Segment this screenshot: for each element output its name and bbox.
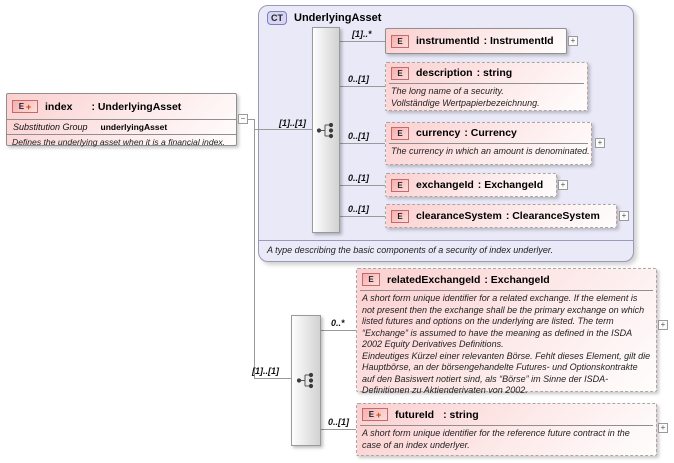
element-box-clearancesystem[interactable]: [385, 204, 617, 228]
substitution-group-row: [7, 120, 236, 134]
element-title-row: [386, 205, 616, 227]
element-annotation: [386, 84, 587, 112]
expand-button[interactable]: +: [658, 320, 668, 330]
element-type: : ExchangeId: [484, 273, 550, 286]
substitution-group-label: Substitution Group: [13, 122, 88, 132]
complex-type-annotation: A type describing the basic components of a security of index underlyer.: [259, 240, 633, 261]
element-title-row: [386, 123, 591, 143]
connector-line: [340, 216, 385, 217]
element-type: : InstrumentId: [483, 35, 554, 47]
element-icon: E: [391, 67, 409, 80]
element-annotation: [357, 291, 656, 400]
element-box-index[interactable]: [6, 93, 237, 146]
element-box-futureid[interactable]: [356, 403, 657, 456]
element-type: : ExchangeId: [477, 179, 544, 191]
element-icon: E: [391, 179, 409, 192]
element-name: instrumentId: [416, 35, 480, 47]
expand-button[interactable]: +: [658, 423, 668, 433]
element-title-row: [386, 63, 587, 83]
plus-glyph: +: [376, 409, 382, 420]
element-title-row: [7, 94, 236, 119]
cardinality-label: 0..[1]: [348, 204, 370, 214]
element-box-currency[interactable]: [385, 122, 592, 165]
connector-line: [340, 41, 385, 42]
element-icon: E +: [362, 408, 388, 421]
cardinality-label: [1]..[1]: [252, 366, 279, 376]
element-icon: E: [391, 127, 409, 140]
connector-line: [321, 429, 356, 430]
connector-line: [254, 378, 291, 379]
cardinality-label: 0..*: [331, 318, 345, 328]
cardinality-label: 0..[1]: [348, 131, 370, 141]
element-icon: E: [391, 35, 409, 48]
annotation-line: Vollständige Wertpapierbezeichnung.: [391, 97, 540, 108]
element-title-row: [386, 174, 556, 196]
complex-type-icon: CT: [267, 11, 287, 25]
connector-line: [340, 185, 385, 186]
element-name: description: [416, 67, 473, 79]
annotation-de: Eindeutiges Kürzel einer relevanten Börse. Fehlt dieses Element, gilt die Hauptbörse, an der börsengehandelte Futures- und Optionskontrakte auf den Basiswert notiert sind, als “Börse” im Sinne der ISDA-Definitionen zu Aktienderivaten von 2002.: [362, 350, 651, 395]
element-icon: E: [391, 210, 409, 223]
cardinality-label: 0..[1]: [348, 74, 370, 84]
element-type: : string: [443, 408, 479, 421]
element-name: futureId: [395, 408, 435, 421]
element-name: relatedExchangeId: [387, 273, 481, 286]
connector-line: [321, 330, 356, 331]
element-annotation: The currency in which an amount is denominated.: [391, 146, 590, 156]
expand-button[interactable]: +: [619, 211, 629, 221]
connector-line: [247, 119, 254, 120]
element-name: exchangeId: [416, 179, 474, 191]
complex-type-title: UnderlyingAsset: [294, 12, 382, 24]
element-annotation: Defines the underlying asset when it is a financial index.: [12, 137, 226, 147]
element-type: : ClearanceSystem: [505, 210, 600, 222]
element-name: index: [45, 100, 73, 113]
element-name: clearanceSystem: [416, 210, 502, 222]
sequence-icon: [316, 122, 336, 139]
cardinality-label: [1]..*: [352, 29, 372, 39]
element-box-description[interactable]: [385, 62, 588, 111]
element-title-row: [386, 29, 566, 53]
cardinality-label: 0..[1]: [328, 417, 350, 427]
element-icon: E +: [12, 100, 38, 113]
expand-button[interactable]: +: [568, 36, 578, 46]
element-title-row: [357, 269, 656, 290]
connector-line: [254, 129, 312, 130]
element-type: : Currency: [464, 127, 517, 139]
cardinality-label: [1]..[1]: [279, 118, 306, 128]
expand-button[interactable]: +: [558, 180, 568, 190]
element-type: : UnderlyingAsset: [91, 100, 182, 113]
element-icon: E: [362, 273, 380, 286]
element-title-row: [357, 404, 656, 425]
element-box-exchangeid[interactable]: [385, 173, 557, 197]
cardinality-label: 0..[1]: [348, 173, 370, 183]
sequence-compositor[interactable]: [312, 27, 340, 233]
sequence-icon: [296, 372, 316, 389]
expand-button[interactable]: +: [595, 138, 605, 148]
annotation-line: The long name of a security.: [391, 86, 504, 96]
connector-line: [340, 86, 385, 87]
annotation-en: A short form unique identifier for a related exchange. If the element is not present then the exchange shall be the primary exchange on which listed futures and options on the underlying are listed. The term “Exchange” is assumed to have the meaning as defined in the ISDA 2002 Equity Derivatives Definitions.: [362, 293, 645, 349]
element-name: currency: [416, 127, 461, 139]
element-box-relatedexchangeid[interactable]: [356, 268, 657, 395]
substitution-group-value: underlyingAsset: [100, 122, 168, 132]
element-annotation: A short form unique identifier for the reference future contract in the case of an index underlyer.: [362, 428, 630, 450]
connector-line: [340, 143, 385, 144]
element-type: : string: [476, 67, 513, 79]
collapse-button[interactable]: −: [238, 114, 248, 124]
complex-type-header: [259, 6, 633, 25]
sequence-compositor[interactable]: [291, 315, 321, 446]
element-box-instrumentid[interactable]: [385, 28, 567, 54]
plus-glyph: +: [26, 101, 32, 112]
connector-line: [254, 119, 255, 379]
